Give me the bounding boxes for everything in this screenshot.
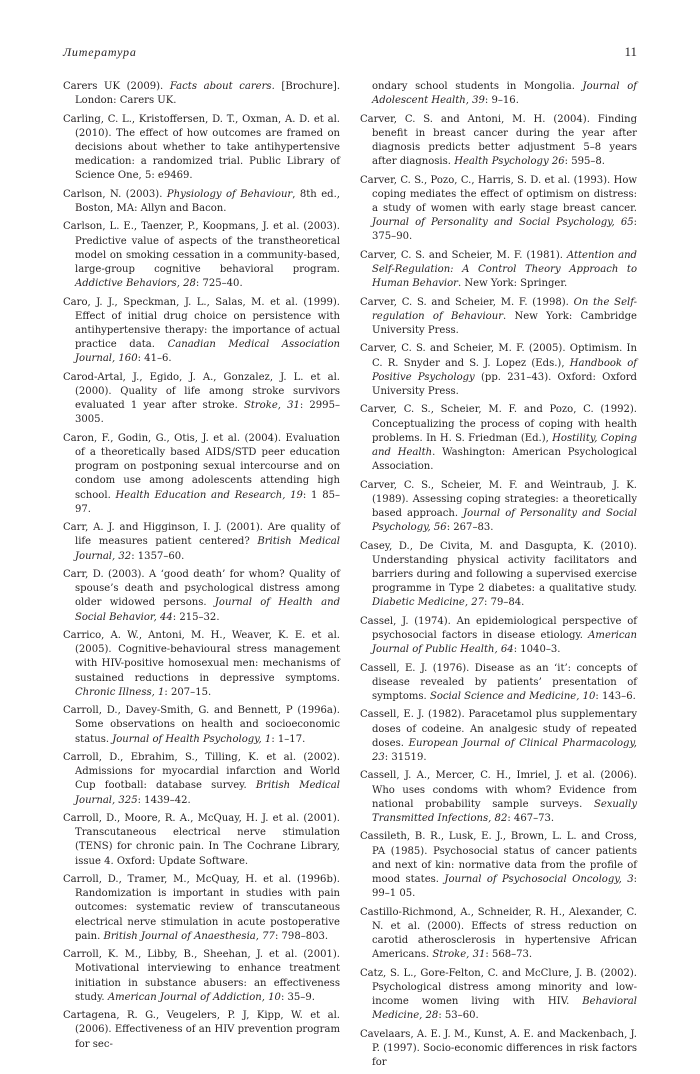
reference-entry bbox=[63, 521, 340, 564]
reference-source: British Medical Journal, 32 bbox=[75, 536, 340, 562]
reference-source: Social Science and Medicine, 10 bbox=[429, 691, 596, 702]
reference-text: Casey, D., De Civita, M. and Dasgupta, K. (2010). Understanding physical activity facilitators and barriers during and following a supervised exercise programme in Type 2 diabetes: a qualitative study. bbox=[360, 540, 637, 595]
reference-text: Carver, C. S., Scheier, M. F. and Pozo, C. (1992). Conceptualizing the process of coping with health problems. In H. S. Friedman (Ed.), bbox=[360, 404, 637, 444]
reference-source: Facts about carers. bbox=[169, 81, 275, 92]
reference-text: : 1357–60. bbox=[131, 550, 185, 562]
reference-text: Cassell, J. A., Mercer, C. H., Imriel, J. et al. (2006). Who uses condoms with whom? Evidence from national probability sample surveys. bbox=[360, 770, 637, 810]
reference-text: (pp. 231–43). Oxford: Oxford University Press. bbox=[372, 371, 637, 397]
reference-entry bbox=[360, 615, 637, 658]
reference-text: Cassel, J. (1974). An epidemiological perspective of psychosocial factors in disease etiology. bbox=[360, 615, 637, 641]
reference-source: Journal of Psychosocial Oncology, 3 bbox=[444, 874, 634, 885]
reference-entry bbox=[63, 432, 340, 517]
reference-source: Attention and Self-Regulation: A Control Theory Approach to Human Behavior bbox=[372, 249, 637, 290]
reference-text: Carver, C. S. and Scheier, M. F. (2005). Optimism. In C. R. Snyder and S. J. Lopez (Eds.), bbox=[360, 343, 637, 369]
reference-source: Stroke, 31 bbox=[432, 949, 486, 961]
reference-entry bbox=[63, 568, 340, 625]
reference-source: On the Self-regulation of Behaviour bbox=[372, 296, 637, 322]
reference-text: Caro, J. J., Speckman, J. L., Salas, M. et al. (1999). Effect of initial drug choice on persistence with antihypertensive therapy: the importance of actual practice data. bbox=[63, 296, 340, 351]
reference-text: Carroll, D., Moore, R. A., McQuay, H. J. et al. (2001). Transcutaneous electrical nerve stimulation (TENS) for chronic pain. In The Cochrane Library, issue 4. Oxford: Update Software. bbox=[63, 813, 340, 867]
reference-text: Castillo-Richmond, A., Schneider, R. H., Alexander, C. N. et al. (2000). Effects of stress reduction on carotid atherosclerosis in hypertensive African Americans. bbox=[360, 906, 637, 961]
reference-text: Carver, C. S. and Antoni, M. H. (2004). Finding benefit in breast cancer during the year after diagnosis predicts better adjustment 5–8 years after diagnosis. bbox=[360, 113, 637, 168]
reference-text: [Brochure]. London: Carers UK. bbox=[75, 81, 341, 107]
reference-text: Carroll, D., Davey-Smith, G. and Bennett, P (1996a). Some observations on health and socioeconomic status. bbox=[63, 705, 340, 745]
reference-source: Health Psychology 26 bbox=[454, 156, 565, 168]
reference-text: Carr, D. (2003). A ‘good death’ for whom? Quality of spouse’s death and psychological distress among older widowed persons. bbox=[63, 569, 340, 609]
reference-entry bbox=[360, 403, 637, 474]
reference-source: European Journal of Clinical Pharmacology, 23 bbox=[372, 737, 637, 763]
reference-text: Carver, C. S., Pozo, C., Harris, S. D. et al. (1993). How coping mediates the effect of optimism on distress: a study of women with early stage breast cancer. bbox=[360, 174, 637, 214]
left-column bbox=[63, 80, 340, 1074]
reference-entry bbox=[360, 540, 637, 611]
reference-text: : 9–16. bbox=[484, 95, 519, 107]
reference-text: , 8th ed., Boston, MA: Allyn and Bacon. bbox=[75, 188, 340, 214]
reference-entry bbox=[360, 479, 637, 536]
reference-text: Cassell, E. J. (1982). Paracetamol plus supplementary doses of codeine. An analgesic study of repeated doses. bbox=[360, 709, 637, 749]
reference-text: : 207–15. bbox=[164, 686, 212, 698]
reference-entry bbox=[360, 967, 637, 1024]
reference-text: . New York: Springer. bbox=[457, 278, 568, 290]
reference-text: Carver, C. S., Scheier, M. F. and Weintraub, J. K. (1989). Assessing coping strategies: a theoretically based approach. bbox=[360, 479, 637, 519]
reference-text: : 1439–42. bbox=[137, 794, 191, 806]
reference-entry bbox=[63, 873, 340, 944]
reference-text: : 1 85–97. bbox=[75, 489, 341, 515]
reference-text: Carroll, D., Ebrahim, S., Tilling, K. et al. (2002). Admissions for myocardial infarction and World Cup football: database survey. bbox=[63, 752, 340, 792]
reference-text: : 568–73. bbox=[485, 949, 533, 961]
reference-entry bbox=[63, 704, 340, 747]
reference-entry bbox=[63, 220, 340, 291]
reference-entry bbox=[63, 751, 340, 808]
running-head: Литература bbox=[63, 45, 137, 59]
reference-entry bbox=[63, 812, 340, 869]
reference-text: Carod-Artal, J., Egido, J. A., Gonzalez, J. L. et al. (2000). Quality of life among stroke survivors evaluated 1 year after stroke. bbox=[63, 371, 340, 412]
reference-entry bbox=[63, 948, 340, 1005]
reference-text: ondary school students in Mongolia. bbox=[372, 81, 583, 92]
reference-entry bbox=[63, 296, 340, 367]
reference-text: Carlson, L. E., Taenzer, P., Koopmans, J. et al. (2003). Predictive value of aspects of the transtheoretical model on smoking cessation in a community-based, large-group cognitive behavioral program. bbox=[63, 221, 340, 275]
reference-entry bbox=[63, 113, 340, 184]
reference-text: : 53–60. bbox=[438, 1010, 479, 1022]
reference-text: : 798–803. bbox=[274, 930, 329, 942]
reference-text: Carr, A. J. and Higginson, I. J. (2001). Are quality of life measures patient centered? bbox=[63, 522, 340, 548]
reference-text: Caron, F., Godin, G., Otis, J. et al. (2004). Evaluation of a theoretically based AIDS/STD peer education program on postponing sexual intercourse and on condom use among adolescents attending high school. bbox=[63, 432, 340, 501]
reference-text: Carver, C. S. and Scheier, M. F. (1981). bbox=[360, 249, 567, 261]
reference-source: British Medical Journal, 325 bbox=[75, 780, 340, 806]
reference-text: Carlson, N. (2003). bbox=[63, 188, 167, 200]
right-column bbox=[360, 80, 637, 1074]
reference-entry bbox=[360, 769, 637, 826]
reference-text: : 375–90. bbox=[372, 217, 637, 243]
reference-source: Behavioral Medicine, 28 bbox=[372, 996, 637, 1022]
reference-entry bbox=[360, 830, 637, 901]
reference-entry bbox=[360, 1028, 637, 1071]
reference-entry bbox=[63, 80, 340, 108]
reference-text: : 595–8. bbox=[564, 156, 605, 168]
reference-text: Carling, C. L., Kristoffersen, D. T., Oxman, A. D. et al. (2010). The effect of how outcomes are framed on decisions about whether to take antihypertensive medication: a randomized trial. Public Library of Science One, 5: e9469. bbox=[63, 113, 340, 182]
reference-entry bbox=[360, 249, 637, 292]
reference-text: Catz, S. L., Gore-Felton, C. and McClure, J. B. (2002). Psychological distress among minority and low- income women living with HIV. bbox=[360, 967, 637, 1007]
reference-text: : 1–17. bbox=[271, 733, 306, 745]
reference-text: Carroll, K. M., Libby, B., Sheehan, J. et al. (2001). Motivational interviewing to enhance treatment initiation in substance abusers: an effectiveness study. bbox=[63, 949, 340, 1003]
reference-text: : 267–83. bbox=[446, 522, 494, 534]
reference-source: Handbook of Positive Psychology bbox=[372, 357, 637, 383]
reference-source: Canadian Medical Association Journal, 160 bbox=[75, 339, 340, 365]
reference-source: Journal of Adolescent Health, 39 bbox=[372, 81, 637, 107]
reference-source: Stroke, 31 bbox=[243, 400, 300, 412]
reference-entry bbox=[360, 174, 637, 245]
reference-entry bbox=[360, 342, 637, 399]
reference-entry bbox=[63, 629, 340, 700]
reference-text: Cartagena, R. G., Veugelers, P. J, Kipp, W. et al. (2006). Effectiveness of an HIV prevention program for sec- bbox=[63, 1010, 340, 1050]
reference-entry bbox=[63, 1009, 340, 1052]
reference-entry bbox=[360, 113, 637, 170]
reference-entry bbox=[63, 371, 340, 428]
reference-source: Journal of Personality and Social Psychology, 56 bbox=[372, 508, 638, 534]
reference-entry bbox=[360, 708, 637, 765]
reference-source: Physiology of Behaviour bbox=[166, 188, 293, 200]
reference-text: Carrico, A. W., Antoni, M. H., Weaver, K. E. et al. (2005). Cognitive-behavioural stress management with HIV-positive homosexual men: mechanisms of sustained reductions in depressive symptoms. bbox=[63, 630, 340, 684]
reference-text: Cassell, E. J. (1976). Disease as an ‘it’: concepts of disease revealed by patients’ presentation of symptoms. bbox=[360, 662, 637, 702]
page-header bbox=[63, 44, 637, 60]
reference-text: : 143–6. bbox=[595, 691, 636, 702]
reference-text: : 725–40. bbox=[195, 278, 243, 290]
reference-entry bbox=[360, 662, 637, 705]
reference-text: : 41–6. bbox=[137, 353, 172, 365]
reference-source: American Journal of Addiction, 10 bbox=[107, 991, 281, 1003]
reference-text: Carroll, D., Tramer, M., McQuay, H. et al. (1996b). Randomization is important in studies with pain outcomes: systematic review of transcutaneous electrical nerve stimulation in acute postoperative pain. bbox=[63, 874, 340, 942]
reference-entry bbox=[360, 906, 637, 963]
reference-text: : 35–9. bbox=[280, 991, 315, 1003]
reference-columns bbox=[63, 80, 637, 1074]
reference-source: Hostility, Coping and Health bbox=[372, 432, 637, 458]
reference-text: Carver, C. S. and Scheier, M. F. (1998). bbox=[360, 296, 574, 308]
reference-text: : 215–32. bbox=[172, 611, 220, 623]
reference-text: Cassileth, B. R., Lusk, E. J., Brown, L. L. and Cross, PA (1985). Psychosocial status of cancer patients and next of kin: normative data from the profile of mood states. bbox=[360, 831, 637, 885]
reference-text: Carers UK (2009). bbox=[63, 81, 170, 92]
reference-source: Journal of Health and Social Behavior, 44 bbox=[75, 597, 340, 623]
reference-text: : 2995–3005. bbox=[75, 400, 340, 426]
page-number: 11 bbox=[624, 44, 637, 59]
reference-text: . Washington: American Psychological Association. bbox=[372, 447, 638, 473]
reference-source: Diabetic Medicine, 27 bbox=[372, 597, 485, 609]
reference-text: : 467–73. bbox=[507, 813, 555, 824]
reference-source: British Journal of Anaesthesia, 77 bbox=[103, 930, 275, 942]
reference-entry bbox=[360, 296, 637, 339]
reference-source: American Journal of Public Health, 64 bbox=[372, 630, 637, 656]
reference-source: Journal of Personality and Social Psychology, 65 bbox=[372, 217, 634, 229]
reference-text: : 99–1 05. bbox=[372, 874, 637, 900]
reference-entry bbox=[63, 188, 340, 216]
reference-source: Chronic Illness, 1 bbox=[75, 686, 165, 698]
reference-continuation bbox=[360, 80, 637, 108]
reference-source: Health Education and Research, 19 bbox=[115, 489, 303, 501]
reference-text: : 1040–3. bbox=[513, 644, 561, 656]
reference-source: Addictive Behaviors, 28 bbox=[75, 278, 196, 290]
reference-source: Journal of Health Psychology, 1 bbox=[112, 733, 272, 745]
reference-text: Cavelaars, A. E. J. M., Kunst, A. E. and Mackenbach, J. P. (1997). Socio-economic differences in risk factors for bbox=[360, 1028, 637, 1068]
reference-text: . New York: Cambridge University Press. bbox=[372, 310, 638, 336]
reference-text: : 31519. bbox=[384, 752, 427, 763]
reference-text: : 79–84. bbox=[484, 597, 525, 609]
reference-source: Sexually Transmitted Infections, 82 bbox=[372, 798, 637, 824]
